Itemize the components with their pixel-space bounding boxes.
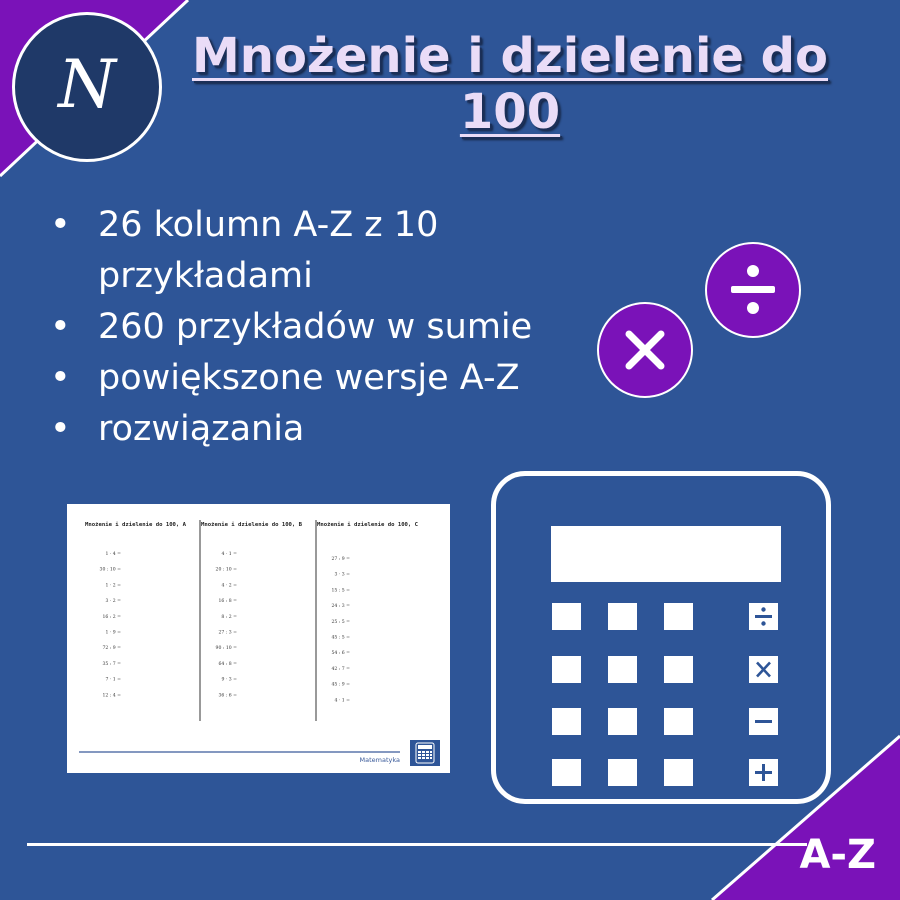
calculator-plus-key (749, 759, 778, 786)
worksheet-exercise: 45 : 5 = (331, 635, 350, 641)
worksheet-exercise: 64 : 8 = (218, 661, 237, 667)
worksheet-exercise: 45 : 9 = (331, 682, 350, 688)
worksheet-exercise: 54 : 6 = (331, 651, 350, 657)
calculator-minus-key (749, 708, 778, 735)
worksheet-column-heading: Mnożenie i dzielenie do 100, B (201, 522, 303, 528)
calculator-display (551, 526, 781, 582)
worksheet-column-a (100, 551, 122, 698)
calculator-key (608, 656, 637, 683)
feature-item: • 26 kolumn A-Z z 10 przykładami (48, 200, 568, 302)
worksheet-exercise: 1 · 9 = (105, 630, 121, 636)
worksheet-exercise: 25 : 5 = (331, 619, 350, 625)
calculator-key (664, 708, 693, 735)
worksheet-calculator-icon (410, 740, 440, 766)
worksheet-exercise: 20 : 10 = (215, 567, 237, 573)
calculator-key (664, 656, 693, 683)
logo-badge (12, 12, 162, 162)
page-title-text: Mnożenie i dzielenie do 100 (192, 28, 828, 140)
calculator-key (552, 708, 581, 735)
multiply-icon (599, 304, 691, 396)
calculator-key (552, 603, 581, 630)
calculator-key (608, 759, 637, 786)
divide-badge (705, 242, 801, 338)
worksheet-column-c (331, 556, 350, 703)
worksheet-page (67, 504, 450, 773)
worksheet-exercise: 9 · 3 = (221, 677, 237, 683)
calculator-icon (491, 471, 831, 804)
worksheet-exercise: 1 · 4 = (105, 552, 121, 557)
multiply-icon (749, 656, 778, 683)
calculator-key (664, 603, 693, 630)
calculator-multiply-key (749, 656, 778, 683)
logo-letter: N (58, 46, 116, 123)
worksheet-exercise: 15 : 5 = (331, 588, 350, 594)
worksheet-exercise: 27 : 3 = (218, 630, 237, 636)
worksheet-exercise: 90 : 10 = (215, 646, 237, 652)
multiply-badge (597, 302, 693, 398)
worksheet-exercise: 8 : 2 = (221, 614, 237, 620)
calculator-key (608, 708, 637, 735)
worksheet-column-heading: Mnożenie i dzielenie do 100, C (317, 522, 419, 528)
worksheet-exercise: 3 · 3 = (334, 572, 350, 578)
worksheet-exercise: 7 · 1 = (105, 677, 121, 683)
worksheet-exercise: 42 : 7 = (331, 666, 350, 672)
worksheet-footer-label: Matematyka (359, 756, 400, 764)
calculator-key (552, 759, 581, 786)
worksheet-exercise: 27 : 9 = (331, 557, 350, 562)
worksheet-exercise: 36 : 6 = (218, 693, 237, 699)
worksheet-exercise: 12 : 4 = (102, 693, 121, 699)
worksheet-exercise: 16 : 2 = (102, 614, 121, 620)
page-title (180, 28, 840, 140)
worksheet-column-b (216, 551, 238, 698)
calculator-divide-key (749, 603, 778, 630)
worksheet-preview (67, 504, 450, 773)
worksheet-exercise: 16 : 8 = (218, 599, 237, 605)
worksheet-exercise: 4 · 1 = (334, 698, 350, 704)
worksheet-exercise: 3 · 2 = (105, 599, 121, 605)
worksheet-exercise: 35 : 7 = (102, 661, 121, 667)
plus-icon (749, 759, 778, 786)
divide-icon (707, 244, 799, 336)
feature-list (48, 200, 568, 455)
az-badge: A-Z (799, 832, 876, 878)
divide-icon (749, 603, 778, 630)
minus-icon (749, 708, 778, 735)
feature-item: • rozwiązania (48, 404, 568, 455)
worksheet-exercise: 24 : 3 = (331, 604, 350, 610)
worksheet-exercise: 30 : 10 = (99, 567, 121, 573)
worksheet-column-heading: Mnożenie i dzielenie do 100, A (85, 522, 187, 528)
worksheet-exercise: 72 : 9 = (102, 646, 121, 652)
calculator-key (608, 603, 637, 630)
feature-item: • powiększone wersje A-Z (48, 353, 568, 404)
feature-item: • 260 przykładów w sumie (48, 302, 568, 353)
worksheet-exercise: 4 · 2 = (221, 583, 237, 589)
calculator-key (664, 759, 693, 786)
bottom-divider (27, 843, 807, 846)
calculator-key (552, 656, 581, 683)
worksheet-exercise: 1 · 2 = (105, 583, 121, 589)
worksheet-exercise: 4 · 1 = (221, 552, 237, 557)
